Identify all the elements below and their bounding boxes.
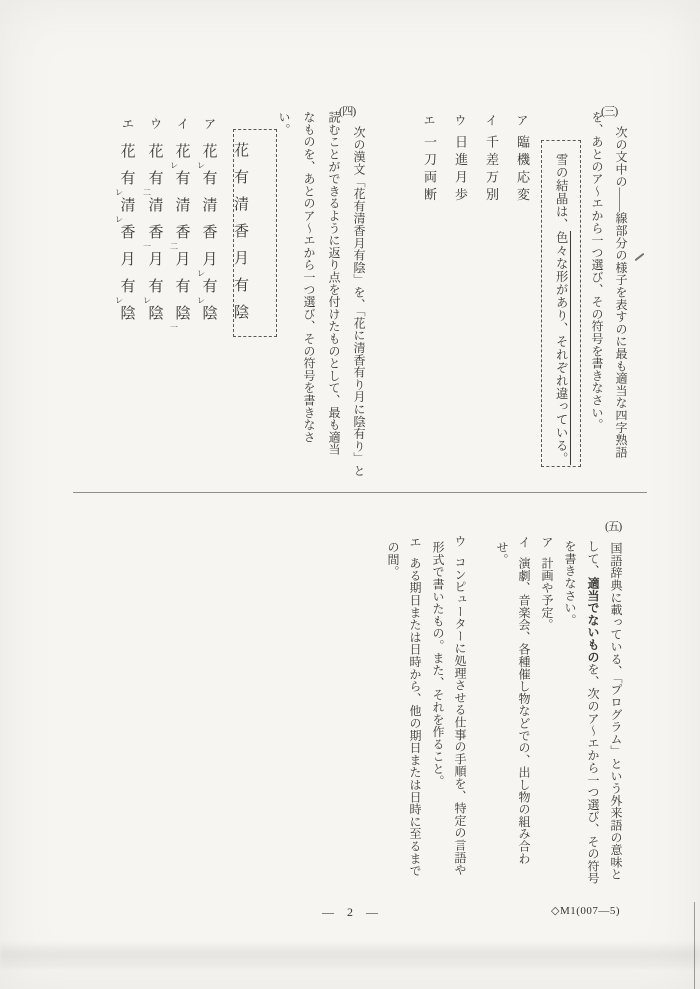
q3-option-a-key: ア [515, 114, 529, 126]
q5-option-e-key: エ [408, 536, 422, 548]
q4-intro-line-3: なものを、あとのア～エから一つ選び、その符号を書きなさ [302, 111, 316, 444]
page-number: — 2 — [322, 905, 383, 919]
kanbun-kanji: 香 [202, 225, 218, 241]
kanbun-kanji: 花 [148, 144, 164, 160]
q4-option-a-key: ア [203, 117, 216, 131]
kanbun-kanji: 香 [148, 225, 164, 241]
kanbun-kanji: 月 [120, 252, 136, 268]
q5-option-a-key: ア [540, 536, 554, 548]
kanbun-kanji: 有 [175, 279, 191, 295]
kanbun-kanji: 有 [202, 279, 218, 295]
kaeriten-mark: レ [197, 269, 205, 278]
q5-option-u-text-line-1: コンピューターに処理させる仕事の手順を、特定の言語や [453, 556, 467, 876]
q5-section-number: (五) [605, 521, 622, 533]
kanbun-kanji: 有 [120, 279, 136, 295]
kanbun-kanji: 花 [120, 144, 136, 160]
kanbun-kanji: 陰 [234, 305, 250, 321]
kanbun-kanji: 花 [202, 144, 218, 160]
q3-option-u-key: ウ [453, 114, 467, 126]
q5-option-u-text-line-2: 形式で書いたもの。また、それを作ること。 [431, 541, 445, 787]
q4-intro-line-1: 次の漢文「花有清香月有陰」を、「花に清香有り月に陰有り」と [352, 126, 366, 477]
q3-example-lead: 雪の結晶は、 [554, 153, 569, 231]
kanbun-kanji: 清 [120, 198, 136, 214]
q4-intro-line-2: 読むことができるように返り点を付けたものとして、最も適当 [327, 111, 341, 456]
kanbun-kanji: 有 [175, 171, 191, 187]
kaeriten-mark: レ [170, 161, 178, 170]
kanbun-char-cell [110, 221, 146, 248]
kaeriten-mark: 二 [170, 242, 178, 251]
kanbun-char-cell [234, 166, 276, 193]
kaeriten-mark: レ [143, 296, 151, 305]
kaeriten-mark: レ [115, 215, 123, 224]
q4-option-u-key: ウ [149, 117, 162, 131]
q5-intro-2-lead: して、 [586, 540, 600, 577]
kanbun-kanji: 有 [234, 170, 250, 186]
q3-option-u [454, 114, 467, 205]
kanbun-char-cell [110, 302, 146, 329]
q5-option-e-text-line-2: の間。 [386, 541, 400, 578]
q3-option-i-text: 千差万別 [484, 135, 499, 205]
kanbun-char-cell [110, 248, 146, 275]
kanbun-kanji: 有 [120, 171, 136, 187]
q3-intro-line-1: 次の文中の――線部分の様子を表すのに最も適当な四字熟語 [614, 126, 628, 459]
kaeriten-mark: レ [115, 296, 123, 305]
q5-intro-2-tail: を、次のア～エから一つ選び、その符号 [586, 663, 600, 885]
q3-option-e-text: 一刀両断 [422, 135, 437, 205]
q3-option-u-text: 日進月歩 [453, 135, 468, 205]
kanbun-kanji: 月 [234, 251, 250, 267]
section-divider-line [73, 492, 647, 493]
q4-option-i-key: イ [176, 117, 189, 131]
q5-option-u [454, 535, 466, 876]
kanbun-char-cell [234, 274, 276, 301]
kanbun-kanji: 陰 [175, 306, 191, 322]
kanbun-char-cell [110, 194, 146, 224]
q5-intro-line-1: 国語辞典に載っている、「プログラム」という外来語の意味と [609, 542, 623, 881]
q5-option-i-text-line-2: せ。 [495, 541, 509, 566]
kaeriten-mark: 一 [170, 323, 178, 332]
kanbun-char-cell [110, 167, 146, 197]
q5-option-a [541, 536, 553, 631]
q3-section-number: (三) [601, 106, 618, 118]
q5-option-e [409, 536, 421, 877]
q5-intro-line-2 [587, 540, 599, 884]
kanbun-char-cell [234, 220, 276, 247]
kanbun-char-cell [234, 247, 276, 274]
kanbun-kanji: 月 [175, 252, 191, 268]
q4-kanbun-box [233, 129, 277, 337]
q5-option-e-text-line-1: ある期日または日時から、他の期日または日時に至るまで [408, 557, 422, 877]
q4-option-e [110, 115, 146, 329]
q5-intro-2-emphasis: 適当でないもの [586, 576, 600, 664]
q3-option-a [516, 114, 529, 205]
kanbun-kanji: 花 [234, 143, 250, 159]
kaeriten-mark: レ [197, 161, 205, 170]
scan-edge-line [694, 902, 695, 989]
q5-intro-line-3: を書きなさい。 [563, 540, 577, 627]
kanbun-kanji: 有 [148, 171, 164, 187]
q5-option-i-text-line-1: 演劇、音楽会、各種催し物などでの、出し物の組み合わ [517, 557, 531, 865]
q3-option-a-text: 臨機応変 [515, 135, 530, 205]
q3-example-sentence [555, 153, 567, 465]
kaeriten-mark: 一 [143, 242, 151, 251]
q5-option-a-text: 計画や予定。 [540, 557, 554, 631]
kanbun-kanji: 花 [175, 144, 191, 160]
kanbun-kanji: 陰 [120, 306, 136, 322]
kanbun-kanji: 有 [202, 171, 218, 187]
kanbun-char-cell [234, 193, 276, 220]
q4-section-number: (四) [339, 106, 356, 118]
kanbun-kanji: 清 [148, 198, 164, 214]
q4-kanbun-box-chars [234, 139, 276, 328]
kanbun-kanji: 清 [202, 198, 218, 214]
q4-option-e-key: エ [121, 117, 134, 131]
q5-option-i [518, 536, 530, 865]
kanbun-kanji: 香 [234, 224, 250, 240]
q3-option-e [423, 114, 436, 205]
kanbun-char-cell [234, 301, 276, 328]
q5-option-u-key: ウ [453, 535, 467, 547]
kanbun-kanji: 清 [175, 198, 191, 214]
q3-option-i [485, 114, 498, 205]
kanbun-char-cell [110, 275, 146, 305]
document-code: ◇M1(007—5) [551, 905, 621, 917]
kaeriten-mark: 二 [143, 188, 151, 197]
kanbun-kanji: 月 [148, 252, 164, 268]
kanbun-kanji: 陰 [202, 306, 218, 322]
kanbun-kanji: 月 [202, 252, 218, 268]
kaeriten-mark: レ [197, 296, 205, 305]
kaeriten-mark: レ [115, 188, 123, 197]
scan-shadow-band [0, 942, 700, 968]
q3-option-i-key: イ [484, 114, 498, 126]
q4-intro-line-4: い。 [277, 111, 291, 136]
kanbun-char-cell [234, 139, 276, 166]
pencil-check-artifact [635, 253, 645, 261]
kanbun-char-cell [110, 140, 146, 167]
q3-example-box [541, 140, 581, 467]
q3-option-e-key: エ [422, 114, 436, 126]
kanbun-kanji: 陰 [148, 306, 164, 322]
q3-intro-line-2: を、あとのア～エから一つ選び、その符号を書きなさい。 [590, 111, 604, 431]
kanbun-kanji: 香 [120, 225, 136, 241]
kanbun-kanji: 有 [234, 278, 250, 294]
q5-option-i-key: イ [517, 536, 531, 548]
kanbun-kanji: 有 [148, 279, 164, 295]
q3-example-underlined-part: 色々な形があり、それぞれ違っている。 [554, 231, 571, 465]
kanbun-kanji: 香 [175, 225, 191, 241]
q4-option-e-chars [110, 140, 146, 329]
kanbun-kanji: 清 [234, 197, 250, 213]
